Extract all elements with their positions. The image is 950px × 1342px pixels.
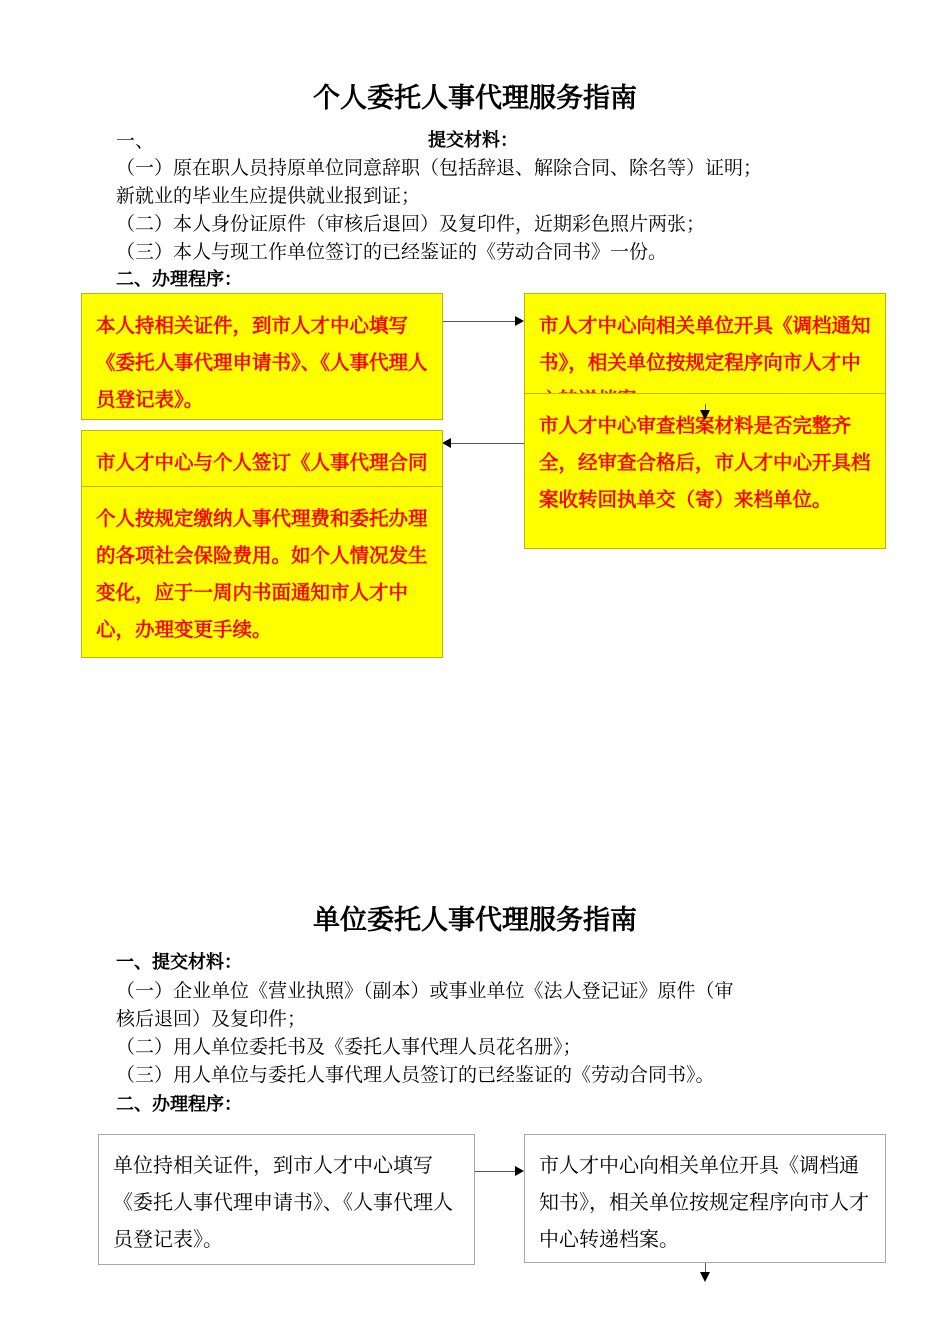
s1-step-2-text: 市人才中心向相关单位开具《调档通知书》，相关单位按规定程序向市人才中 — [539, 314, 871, 374]
s2-arrow-down-icon — [700, 1272, 710, 1282]
s1-connector-3-4 — [451, 443, 524, 444]
s1-step-5-box — [81, 486, 443, 658]
s1-materials-heading: 提交材料： — [428, 130, 518, 151]
s2-material-item-2: （二）用人单位委托书及《委托人事代理人员花名册》； — [116, 1036, 582, 1058]
s1-arrow-left-icon — [442, 438, 451, 448]
s2-arrow-right-icon — [515, 1166, 524, 1176]
s1-step-2-box — [524, 293, 886, 401]
s1-step-5-text: 个人按规定缴纳人事代理费和委托办理的各项社会保险费用。如个人情况发生变化，应于一周内书面通知市人才中心，办理变更手续。 — [96, 507, 428, 641]
s2-material-item-3: （三）用人单位与委托人事代理人员签订的已经鉴证的《劳动合同书》。 — [116, 1064, 715, 1086]
s2-step-1-box — [98, 1134, 475, 1265]
s1-step-4-text: 市人才中心与个人签订《人事代理合同 — [96, 451, 428, 474]
s2-step-2-text: 市人才中心向相关单位开具《调档通知书》，相关单位按规定程序向市人才中心转递档案。 — [539, 1153, 869, 1251]
section2-title: 单位委托人事代理服务指南 — [313, 905, 637, 936]
s1-arrow-down-icon — [700, 410, 710, 420]
s2-procedure-heading: 二、办理程序： — [116, 1094, 242, 1115]
s2-materials-heading: 一、提交材料： — [116, 952, 242, 973]
s1-materials-number: 一、 — [116, 130, 155, 152]
s1-procedure-heading: 二、办理程序： — [116, 269, 242, 290]
s1-arrow-right-icon — [515, 316, 524, 326]
s1-material-item-1: （一）原在职人员持原单位同意辞职（包括辞退、解除合同、除名等）证明； — [116, 157, 763, 179]
section1-title: 个人委托人事代理服务指南 — [313, 83, 637, 114]
s2-material-item-1-cont: 核后退回）及复印件； — [116, 1008, 307, 1030]
s2-material-item-1: （一）企业单位《营业执照》（副本）或事业单位《法人登记证》原件（审 — [116, 980, 734, 1002]
s1-connector-1-2 — [443, 321, 515, 322]
s2-connector-1-2 — [475, 1171, 515, 1172]
s1-material-item-3: （三）本人与现工作单位签订的已经鉴证的《劳动合同书》一份。 — [116, 241, 668, 263]
s2-step-1-text: 单位持相关证件，到市人才中心填写《委托人事代理申请书》、《人事代理人员登记表》。 — [113, 1153, 453, 1251]
s1-step-3-text: 市人才中心审查档案材料是否完整齐全，经审查合格后，市人才中心开具档案收转回执单交（寄）来档单位。 — [539, 414, 871, 511]
s1-step-1-text: 本人持相关证件，到市人才中心填写《委托人事代理申请书》、《人事代理人员登记表》。 — [96, 314, 428, 411]
s1-material-item-2: （二）本人身份证原件（审核后退回）及复印件，近期彩色照片两张； — [116, 213, 706, 235]
s1-step-1-box — [81, 293, 443, 420]
s2-step-2-box — [524, 1134, 886, 1263]
s1-material-item-1-cont: 新就业的毕业生应提供就业报到证； — [116, 185, 421, 207]
